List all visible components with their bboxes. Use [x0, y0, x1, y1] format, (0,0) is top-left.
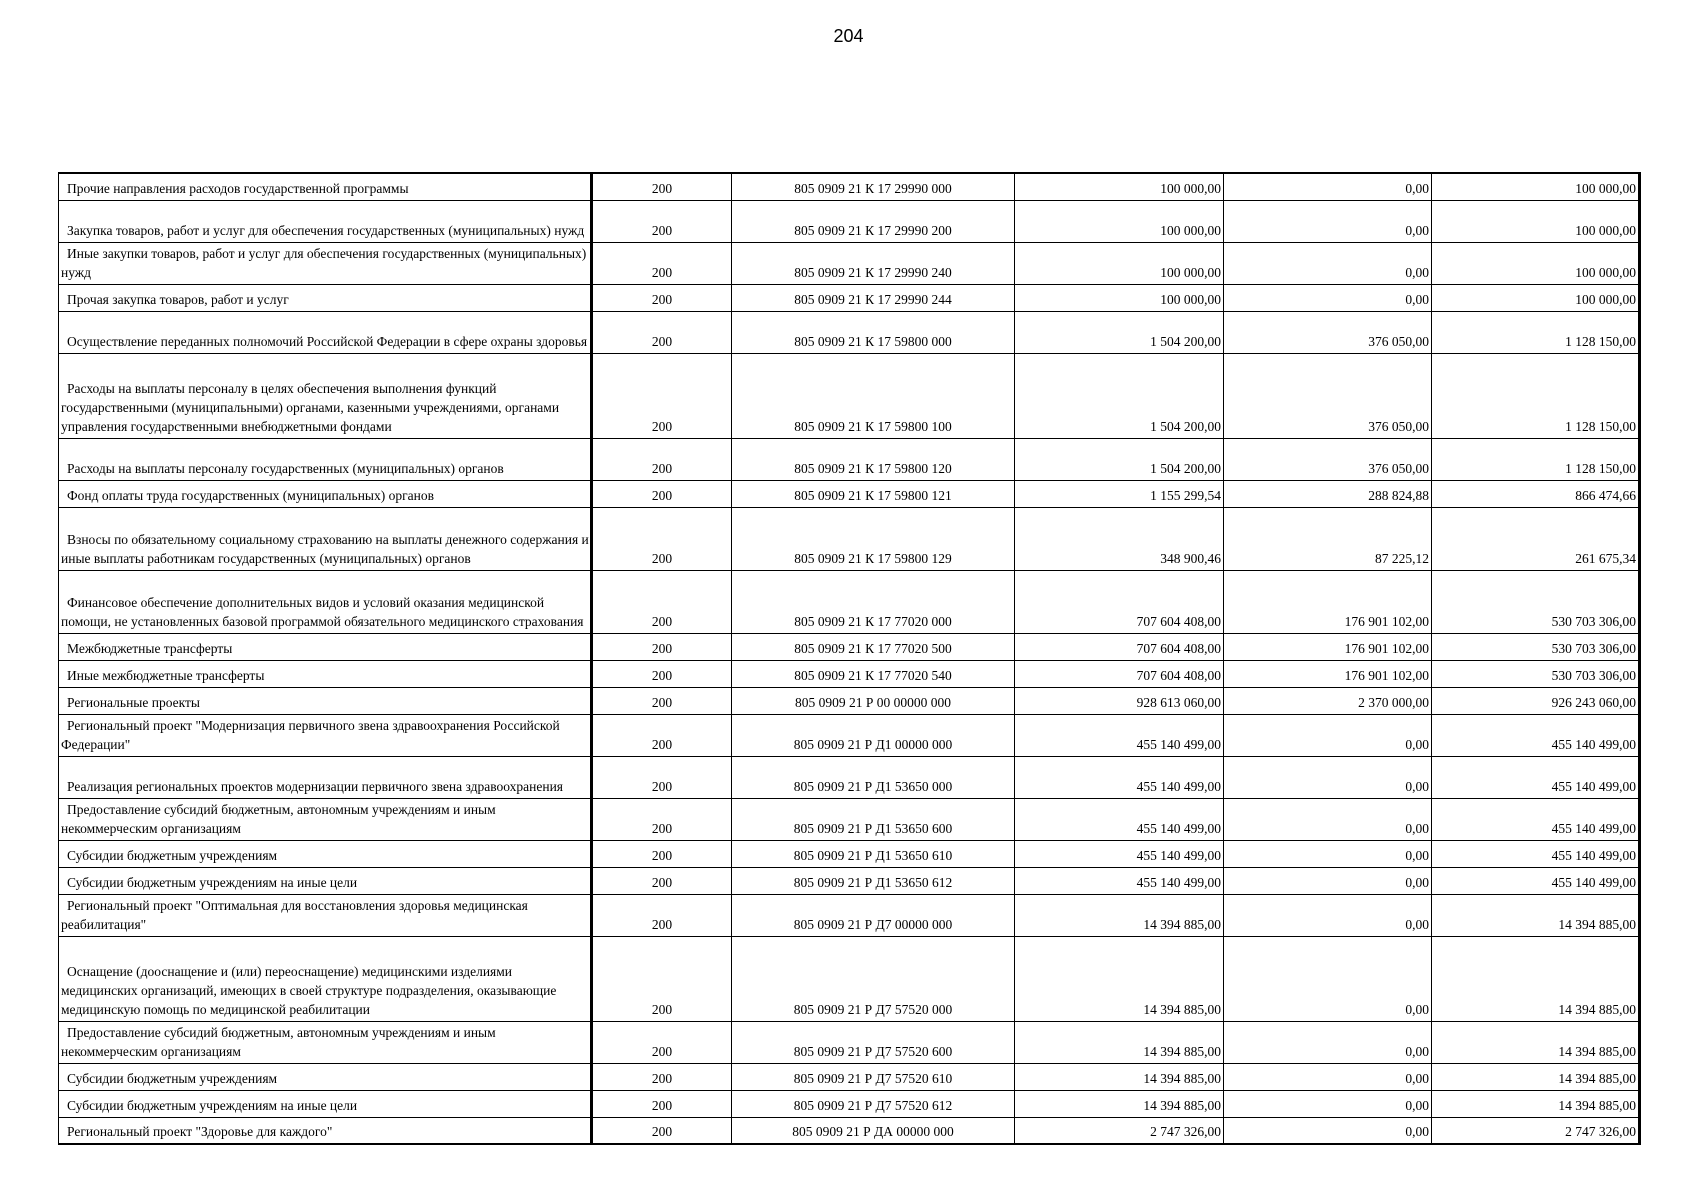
table-row [59, 633, 1640, 660]
row-name-cell: Региональный проект "Здоровье для каждого" [59, 1117, 592, 1144]
row-ksr-cell: 805 0909 21 К 17 59800 000 [732, 311, 1015, 353]
row-remaining-cell: 14 394 885,00 [1432, 1090, 1640, 1117]
row-code-cell: 200 [592, 936, 732, 1021]
table-row [59, 1021, 1640, 1063]
row-approved-cell: 1 504 200,00 [1015, 311, 1224, 353]
row-name-cell: Иные межбюджетные трансферты [59, 660, 592, 687]
row-code-cell: 200 [592, 173, 732, 200]
row-name-cell: Прочие направления расходов государственной программы [59, 173, 592, 200]
row-code-cell: 200 [592, 1021, 732, 1063]
row-name-cell: Региональные проекты [59, 687, 592, 714]
row-code-cell: 200 [592, 840, 732, 867]
row-remaining-cell: 14 394 885,00 [1432, 936, 1640, 1021]
row-executed-cell: 0,00 [1224, 1090, 1432, 1117]
row-code-cell: 200 [592, 633, 732, 660]
row-ksr-cell: 805 0909 21 К 17 77020 500 [732, 633, 1015, 660]
row-remaining-cell: 455 140 499,00 [1432, 798, 1640, 840]
row-name-cell: Фонд оплаты труда государственных (муниципальных) органов [59, 480, 592, 507]
row-remaining-cell: 455 140 499,00 [1432, 756, 1640, 798]
row-executed-cell: 0,00 [1224, 242, 1432, 284]
row-approved-cell: 348 900,46 [1015, 507, 1224, 570]
row-remaining-cell: 455 140 499,00 [1432, 867, 1640, 894]
row-ksr-cell: 805 0909 21 К 17 59800 120 [732, 438, 1015, 480]
row-remaining-cell: 261 675,34 [1432, 507, 1640, 570]
row-remaining-cell: 100 000,00 [1432, 173, 1640, 200]
row-ksr-cell: 805 0909 21 Р Д7 00000 000 [732, 894, 1015, 936]
table-row [59, 242, 1640, 284]
row-ksr-cell: 805 0909 21 Р Д1 53650 000 [732, 756, 1015, 798]
table-row [59, 507, 1640, 570]
row-approved-cell: 1 504 200,00 [1015, 353, 1224, 438]
row-approved-cell: 100 000,00 [1015, 242, 1224, 284]
budget-execution-table [58, 172, 1641, 1145]
table-row [59, 438, 1640, 480]
row-executed-cell: 0,00 [1224, 200, 1432, 242]
row-executed-cell: 0,00 [1224, 756, 1432, 798]
row-code-cell: 200 [592, 687, 732, 714]
row-remaining-cell: 1 128 150,00 [1432, 353, 1640, 438]
table-row [59, 840, 1640, 867]
row-name-cell: Осуществление переданных полномочий Российской Федерации в сфере охраны здоровья [59, 311, 592, 353]
row-name-cell: Финансовое обеспечение дополнительных видов и условий оказания медицинской помощи, не установленных базовой программой обязательного медицинского страхования [59, 570, 592, 633]
row-remaining-cell: 1 128 150,00 [1432, 438, 1640, 480]
row-name-cell: Расходы на выплаты персоналу государственных (муниципальных) органов [59, 438, 592, 480]
row-executed-cell: 87 225,12 [1224, 507, 1432, 570]
table-row [59, 687, 1640, 714]
row-remaining-cell: 1 128 150,00 [1432, 311, 1640, 353]
row-executed-cell: 0,00 [1224, 1021, 1432, 1063]
row-code-cell: 200 [592, 438, 732, 480]
row-approved-cell: 100 000,00 [1015, 284, 1224, 311]
row-approved-cell: 14 394 885,00 [1015, 936, 1224, 1021]
table-row [59, 660, 1640, 687]
row-code-cell: 200 [592, 507, 732, 570]
table-row [59, 1117, 1640, 1144]
row-code-cell: 200 [592, 200, 732, 242]
row-remaining-cell: 455 140 499,00 [1432, 714, 1640, 756]
row-name-cell: Реализация региональных проектов модернизации первичного звена здравоохранения [59, 756, 592, 798]
row-ksr-cell: 805 0909 21 К 17 77020 540 [732, 660, 1015, 687]
table-row [59, 353, 1640, 438]
row-approved-cell: 707 604 408,00 [1015, 633, 1224, 660]
table-body [59, 173, 1640, 1144]
row-executed-cell: 0,00 [1224, 173, 1432, 200]
row-ksr-cell: 805 0909 21 Р Д7 57520 612 [732, 1090, 1015, 1117]
row-ksr-cell: 805 0909 21 К 17 29990 000 [732, 173, 1015, 200]
row-name-cell: Региональный проект "Модернизация первичного звена здравоохранения Российской Федерации" [59, 714, 592, 756]
row-name-cell: Закупка товаров, работ и услуг для обеспечения государственных (муниципальных) нужд [59, 200, 592, 242]
row-approved-cell: 455 140 499,00 [1015, 798, 1224, 840]
row-code-cell: 200 [592, 714, 732, 756]
row-code-cell: 200 [592, 867, 732, 894]
row-ksr-cell: 805 0909 21 Р Д1 00000 000 [732, 714, 1015, 756]
row-code-cell: 200 [592, 894, 732, 936]
row-ksr-cell: 805 0909 21 Р Д7 57520 600 [732, 1021, 1015, 1063]
row-name-cell: Субсидии бюджетным учреждениям [59, 1063, 592, 1090]
row-ksr-cell: 805 0909 21 К 17 59800 100 [732, 353, 1015, 438]
table-row [59, 756, 1640, 798]
row-name-cell: Предоставление субсидий бюджетным, автономным учреждениям и иным некоммерческим организациям [59, 1021, 592, 1063]
row-ksr-cell: 805 0909 21 К 17 77020 000 [732, 570, 1015, 633]
table-row [59, 311, 1640, 353]
row-ksr-cell: 805 0909 21 Р Д1 53650 610 [732, 840, 1015, 867]
row-code-cell: 200 [592, 311, 732, 353]
row-name-cell: Субсидии бюджетным учреждениям на иные цели [59, 1090, 592, 1117]
row-executed-cell: 0,00 [1224, 936, 1432, 1021]
row-approved-cell: 2 747 326,00 [1015, 1117, 1224, 1144]
row-ksr-cell: 805 0909 21 К 17 29990 244 [732, 284, 1015, 311]
row-ksr-cell: 805 0909 21 К 17 59800 129 [732, 507, 1015, 570]
row-remaining-cell: 455 140 499,00 [1432, 840, 1640, 867]
row-name-cell: Субсидии бюджетным учреждениям [59, 840, 592, 867]
row-ksr-cell: 805 0909 21 Р Д7 57520 610 [732, 1063, 1015, 1090]
row-remaining-cell: 14 394 885,00 [1432, 894, 1640, 936]
row-remaining-cell: 100 000,00 [1432, 242, 1640, 284]
row-executed-cell: 0,00 [1224, 840, 1432, 867]
row-executed-cell: 288 824,88 [1224, 480, 1432, 507]
row-remaining-cell: 530 703 306,00 [1432, 570, 1640, 633]
row-executed-cell: 176 901 102,00 [1224, 660, 1432, 687]
row-code-cell: 200 [592, 756, 732, 798]
row-executed-cell: 376 050,00 [1224, 438, 1432, 480]
row-name-cell: Межбюджетные трансферты [59, 633, 592, 660]
row-approved-cell: 928 613 060,00 [1015, 687, 1224, 714]
row-executed-cell: 0,00 [1224, 1117, 1432, 1144]
table-row [59, 570, 1640, 633]
row-name-cell: Прочая закупка товаров, работ и услуг [59, 284, 592, 311]
row-ksr-cell: 805 0909 21 К 17 29990 240 [732, 242, 1015, 284]
row-executed-cell: 2 370 000,00 [1224, 687, 1432, 714]
row-code-cell: 200 [592, 353, 732, 438]
page-number: 204 [833, 26, 864, 46]
table-row [59, 480, 1640, 507]
row-ksr-cell: 805 0909 21 Р Д7 57520 000 [732, 936, 1015, 1021]
row-remaining-cell: 866 474,66 [1432, 480, 1640, 507]
row-name-cell: Расходы на выплаты персоналу в целях обеспечения выполнения функций государственными (муниципальными) органами, казенными учреждениями, органами управления государственными внебюджетными фондами [59, 353, 592, 438]
row-approved-cell: 455 140 499,00 [1015, 867, 1224, 894]
row-approved-cell: 455 140 499,00 [1015, 840, 1224, 867]
table-row [59, 1090, 1640, 1117]
row-approved-cell: 1 504 200,00 [1015, 438, 1224, 480]
row-executed-cell: 0,00 [1224, 867, 1432, 894]
row-remaining-cell: 2 747 326,00 [1432, 1117, 1640, 1144]
row-name-cell: Региональный проект "Оптимальная для восстановления здоровья медицинская реабилитация" [59, 894, 592, 936]
row-approved-cell: 100 000,00 [1015, 200, 1224, 242]
row-remaining-cell: 530 703 306,00 [1432, 633, 1640, 660]
row-code-cell: 200 [592, 570, 732, 633]
row-ksr-cell: 805 0909 21 Р Д1 53650 612 [732, 867, 1015, 894]
table-row [59, 714, 1640, 756]
row-approved-cell: 14 394 885,00 [1015, 1063, 1224, 1090]
row-executed-cell: 0,00 [1224, 284, 1432, 311]
row-name-cell: Субсидии бюджетным учреждениям на иные цели [59, 867, 592, 894]
row-name-cell: Оснащение (дооснащение и (или) переоснащение) медицинскими изделиями медицинских организаций, имеющих в своей структуре подразделения, оказывающие медицинскую помощь по медицинской реабилитации [59, 936, 592, 1021]
row-approved-cell: 14 394 885,00 [1015, 1090, 1224, 1117]
row-executed-cell: 0,00 [1224, 1063, 1432, 1090]
row-executed-cell: 0,00 [1224, 798, 1432, 840]
row-code-cell: 200 [592, 242, 732, 284]
row-ksr-cell: 805 0909 21 К 17 59800 121 [732, 480, 1015, 507]
row-approved-cell: 100 000,00 [1015, 173, 1224, 200]
table-row [59, 173, 1640, 200]
row-remaining-cell: 100 000,00 [1432, 200, 1640, 242]
row-executed-cell: 0,00 [1224, 894, 1432, 936]
row-name-cell: Предоставление субсидий бюджетным, автономным учреждениям и иным некоммерческим организациям [59, 798, 592, 840]
table-row [59, 1063, 1640, 1090]
row-executed-cell: 0,00 [1224, 714, 1432, 756]
table-row [59, 867, 1640, 894]
table-row [59, 200, 1640, 242]
row-code-cell: 200 [592, 1090, 732, 1117]
row-remaining-cell: 530 703 306,00 [1432, 660, 1640, 687]
table-row [59, 894, 1640, 936]
row-approved-cell: 1 155 299,54 [1015, 480, 1224, 507]
row-code-cell: 200 [592, 284, 732, 311]
row-code-cell: 200 [592, 1063, 732, 1090]
row-ksr-cell: 805 0909 21 Р ДА 00000 000 [732, 1117, 1015, 1144]
row-ksr-cell: 805 0909 21 К 17 29990 200 [732, 200, 1015, 242]
row-ksr-cell: 805 0909 21 Р 00 00000 000 [732, 687, 1015, 714]
row-name-cell: Иные закупки товаров, работ и услуг для обеспечения государственных (муниципальных) нужд [59, 242, 592, 284]
row-executed-cell: 376 050,00 [1224, 353, 1432, 438]
row-code-cell: 200 [592, 660, 732, 687]
row-approved-cell: 455 140 499,00 [1015, 756, 1224, 798]
row-ksr-cell: 805 0909 21 Р Д1 53650 600 [732, 798, 1015, 840]
table-row [59, 798, 1640, 840]
row-code-cell: 200 [592, 798, 732, 840]
row-remaining-cell: 14 394 885,00 [1432, 1021, 1640, 1063]
row-executed-cell: 176 901 102,00 [1224, 570, 1432, 633]
row-remaining-cell: 100 000,00 [1432, 284, 1640, 311]
row-executed-cell: 376 050,00 [1224, 311, 1432, 353]
row-approved-cell: 455 140 499,00 [1015, 714, 1224, 756]
row-code-cell: 200 [592, 1117, 732, 1144]
row-approved-cell: 14 394 885,00 [1015, 894, 1224, 936]
row-approved-cell: 707 604 408,00 [1015, 570, 1224, 633]
row-approved-cell: 14 394 885,00 [1015, 1021, 1224, 1063]
table-row [59, 936, 1640, 1021]
row-approved-cell: 707 604 408,00 [1015, 660, 1224, 687]
row-name-cell: Взносы по обязательному социальному страхованию на выплаты денежного содержания и иные выплаты работникам государственных (муниципальных) органов [59, 507, 592, 570]
row-executed-cell: 176 901 102,00 [1224, 633, 1432, 660]
row-remaining-cell: 14 394 885,00 [1432, 1063, 1640, 1090]
table-row [59, 284, 1640, 311]
row-code-cell: 200 [592, 480, 732, 507]
row-remaining-cell: 926 243 060,00 [1432, 687, 1640, 714]
